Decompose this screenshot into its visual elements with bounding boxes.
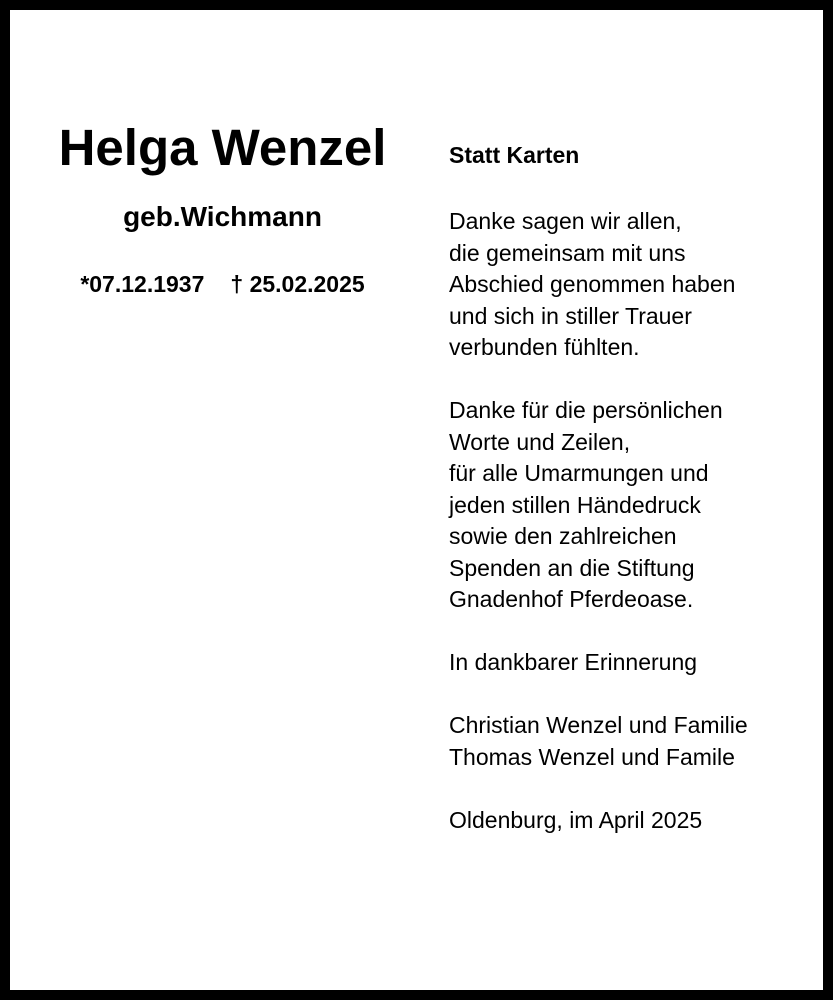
closing-text: In dankbarer Erinnerung [449,649,698,675]
text-line: sowie den zahlreichen [449,523,677,549]
text-line: jeden stillen Händedruck [449,491,701,518]
maiden-name: geb.Wichmann [123,201,322,232]
birth-date: *07.12.1937 [80,271,205,297]
text-line: für alle Umarmungen und [449,460,709,486]
text-line: verbunden fühlten. [449,334,640,360]
signatory: Christian Wenzel und Familie [449,712,748,738]
place-date-text: Oldenburg, im April 2025 [449,806,703,833]
text-line: die gemeinsam mit uns [449,239,686,266]
thanks-paragraph-2 [449,395,819,616]
text-line: Spenden an die Stiftung [449,554,695,581]
text-line: Danke für die persönlichen [449,397,723,423]
signatory: Thomas Wenzel und Famile [449,743,735,770]
deceased-name: Helga Wenzel [58,119,387,176]
notice-text [449,138,819,836]
closing-line [449,647,819,679]
notice-heading: Statt Karten [449,142,580,168]
death-date: † 25.02.2025 [230,271,365,297]
life-dates [10,267,435,301]
place-date [449,805,819,837]
thanks-paragraph-1 [449,206,819,364]
text-line: Danke sagen wir allen, [449,208,682,234]
text-line: Gnadenhof Pferdeoase. [449,586,694,612]
text-line: und sich in stiller Trauer [449,302,692,329]
text-line: Worte und Zeilen, [449,428,631,455]
signatories [449,710,819,773]
text-line: Abschied genommen haben [449,271,736,297]
